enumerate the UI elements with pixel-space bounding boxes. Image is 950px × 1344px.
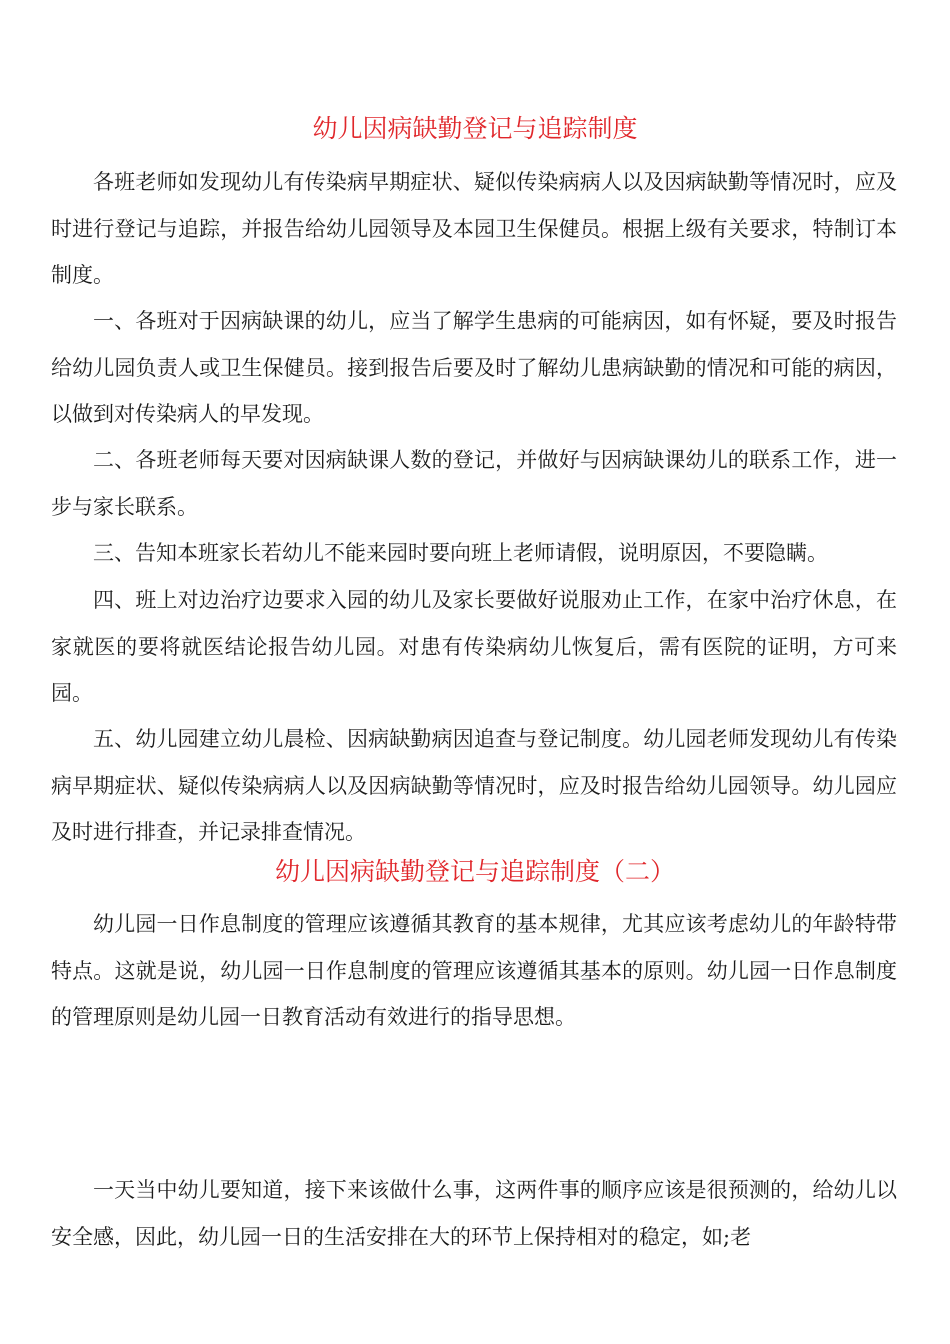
section-two-paragraph-one: 幼儿园一日作息制度的管理应该遵循其教育的基本规律，尤其应该考虑幼儿的年龄特带特点。这就是说，幼儿园一日作息制度的管理应该遵循其基本的原则。幼儿园一日作息制度的管理原则是幼儿园一日教育活动有效进行的指导思想。	[51, 912, 897, 1029]
item-five-paragraph: 五、幼儿园建立幼儿晨检、因病缺勤病因追查与登记制度。幼儿园老师发现幼儿有传染病早期症状、疑似传染病病人以及因病缺勤等情况时，应及时报告给幼儿园领导。幼儿园应及时进行排查，并记录排查情况。	[51, 727, 897, 844]
item-one-paragraph: 一、各班对于因病缺课的幼儿，应当了解学生患病的可能病因，如有怀疑，要及时报告给幼儿园负责人或卫生保健员。接到报告后要及时了解幼儿患病缺勤的情况和可能的病因，以做到对传染病人的早发现。	[51, 309, 897, 426]
item-four-paragraph: 四、班上对边治疗边要求入园的幼儿及家长要做好说服劝止工作，在家中治疗休息，在家就医的要将就医结论报告幼儿园。对患有传染病幼儿恢复后，需有医院的证明，方可来园。	[51, 588, 897, 705]
section-two-title: 幼儿因病缺勤登记与追踪制度（二）	[274, 857, 675, 886]
document-title: 幼儿因病缺勤登记与追踪制度	[312, 114, 638, 143]
intro-paragraph: 各班老师如发现幼儿有传染病早期症状、疑似传染病病人以及因病缺勤等情况时，应及时进行登记与追踪，并报告给幼儿园领导及本园卫生保健员。根据上级有关要求，特制订本制度。	[51, 170, 897, 287]
item-two-paragraph: 二、各班老师每天要对因病缺课人数的登记，并做好与因病缺课幼儿的联系工作，进一步与家长联系。	[51, 448, 897, 519]
section-two-paragraph-two: 一天当中幼儿要知道，接下来该做什么事，这两件事的顺序应该是很预测的，给幼儿以安全感，因此，幼儿园一日的生活安排在大的环节上保持相对的稳定，如;老	[51, 1178, 897, 1249]
item-three-paragraph: 三、告知本班家长若幼儿不能来园时要向班上老师请假，说明原因，不要隐瞒。	[93, 541, 828, 565]
